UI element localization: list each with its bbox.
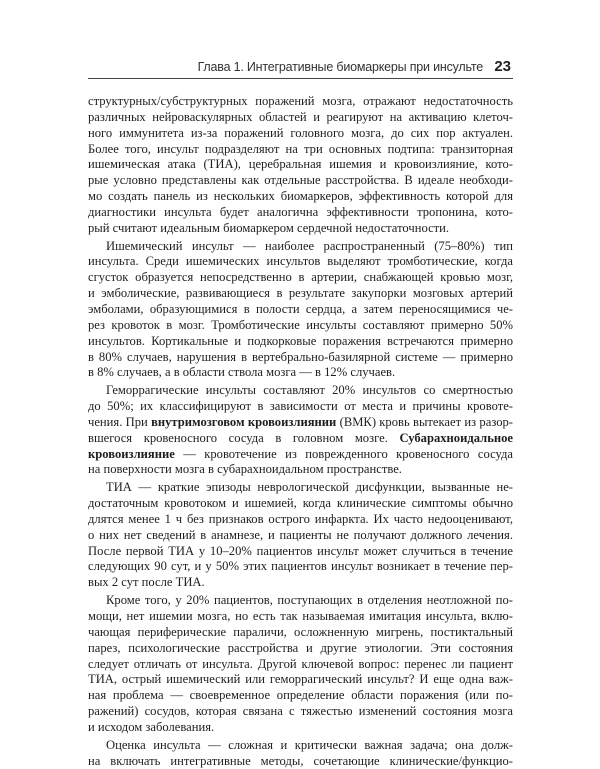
text-line: инсультов. Кортикальные и подкорковые поражения встречаются примерно <box>88 333 513 348</box>
paragraph-hemorrhagic-stroke <box>88 383 513 478</box>
text-line: рые условно представлены как отдельные расстройства. В идеале необходи- <box>88 173 513 188</box>
text-line: ишемическая атака (ТИА), церебральная ишемия и кровоизлияние, кото- <box>88 157 513 172</box>
text-line: следующих 90 сут, и у 50% этих пациентов инсульт возникает в течение пер- <box>88 559 513 574</box>
text-line: вых 2 сут после ТИА. <box>88 575 205 590</box>
text-line: мо создать панель из нескольких биомаркеров, эффективность которой для <box>88 189 513 204</box>
text-line: ражений) сосудов, которая связана с тяжестью изменений состояния мозга <box>88 704 513 719</box>
paragraph-ischemic-stroke <box>88 239 513 382</box>
text-line: Геморрагические инсульты составляют 20% инсультов со смертностью <box>106 383 513 398</box>
page-number: 23 <box>494 58 511 75</box>
text-line: Более того, инсульт подразделяют на три основных подтипа: транзиторная <box>88 141 513 156</box>
text-line: После первой ТИА у 10–20% пациентов инсульт может случиться в течение <box>88 543 513 558</box>
bold-term-ich: внутримозговом кровоизлиянии <box>151 414 337 429</box>
text-line: ТИА — краткие эпизоды неврологической дисфункции, вызванные не- <box>106 480 513 495</box>
text-line: кровоизлияние — кровотечение из поврежденного кровеносного сосуда <box>88 446 513 461</box>
text-line: и эмболические, развивающиеся в результате закупорки мозговых артерий <box>88 286 513 301</box>
text-line: рый считают идеальным биомаркером сердечной недостаточности. <box>88 220 450 235</box>
text-line: длятся менее 1 ч без признаков острого инфаркта. Их часто недооценивают, <box>88 511 513 526</box>
text-line: рез кровоток в мозг. Тромботические инсульты составляют примерно 50% <box>88 317 513 332</box>
text-line: ТИА, острый ишемический или геморрагический инсульт? И еще одна важ- <box>88 672 513 687</box>
text-line: эмболами, образующимися в полости сердца, а затем переносящимися че- <box>88 301 513 316</box>
bold-term-sah-cont: кровоизлияние <box>88 446 175 461</box>
text-line: различных нейроваскулярных областей и реагируют на активацию клеточ- <box>88 109 513 124</box>
text-line: ного иммунитета из-за поражений головного мозга, до сих пор актуален. <box>88 125 513 140</box>
paragraph-stroke-assessment <box>88 738 513 769</box>
text-line: мощи, нет ишемии мозга, но есть так называемая имитация инсульта, вклю- <box>88 609 513 623</box>
text-line: структурных/субструктурных поражений мозга, отражают недостаточность <box>88 94 513 108</box>
paragraph-1 <box>88 94 513 237</box>
text-line: сгусток образуется непосредственно в артерии, снабжающей кровью мозг, <box>88 270 513 285</box>
text-line: диагностики инсульта будет аналогична эффективности тропонина, кото- <box>88 204 513 219</box>
text-line: чения. При внутримозговом кровоизлиянии (ВМК) кровь вытекает из разор- <box>88 414 514 429</box>
running-header <box>88 58 513 79</box>
text-line: достаточным кровотоком и ишемией, когда клинические симптомы обычно <box>88 496 513 511</box>
text-line: парез, психологические расстройства и другие этиологии. Эти состояния <box>88 640 513 655</box>
text-line: Ишемический инсульт — наиболее распространенный (75–80%) тип <box>106 238 513 253</box>
text-line: в 80% случаев, нарушения в вертебрально-базилярной системе — примерно <box>88 349 513 364</box>
chapter-title: Глава 1. Интегративные биомаркеры при инсульте <box>197 60 483 74</box>
text-line: вшегося кровеносного сосуда в головном мозге. Субарахноидальное <box>88 430 513 445</box>
text-line: ная проблема — своевременное определение области поражения (или по- <box>88 688 513 703</box>
paragraph-stroke-mimics <box>88 593 513 736</box>
text-line: и исходом заболевания. <box>88 719 215 734</box>
text-line: следует отличать от инсульта. Другой ключевой вопрос: перенес ли пациент <box>88 656 513 671</box>
text-line: до 50%; их классифицируют в зависимости от места и причины кровоте- <box>88 399 513 414</box>
body-text <box>88 94 513 769</box>
text-line: на поверхности мозга в субарахноидальном пространстве. <box>88 462 402 477</box>
text-line: о них нет сведений в анамнезе, и пациенты не получают должного лечения. <box>88 527 513 542</box>
text-line: Кроме того, у 20% пациентов, поступающих в отделения неотложной по- <box>106 593 513 608</box>
text-line: в 8% случаев, а в области ствола мозга — в 12% случаев. <box>88 365 396 380</box>
text-line: на включать интегративные методы, сочетающие клинические/функцио- <box>88 753 513 768</box>
text-line: инсульта. Среди ишемических инсультов выделяют тромботические, когда <box>88 254 513 269</box>
bold-term-sah: Субарахноидальное <box>399 430 513 445</box>
text-line: Оценка инсульта — сложная и критически важная задача; она долж- <box>106 737 513 752</box>
text-line: чающая периферические параличи, осложненную мигрень, постиктальный <box>88 624 513 639</box>
paragraph-tia <box>88 480 513 591</box>
